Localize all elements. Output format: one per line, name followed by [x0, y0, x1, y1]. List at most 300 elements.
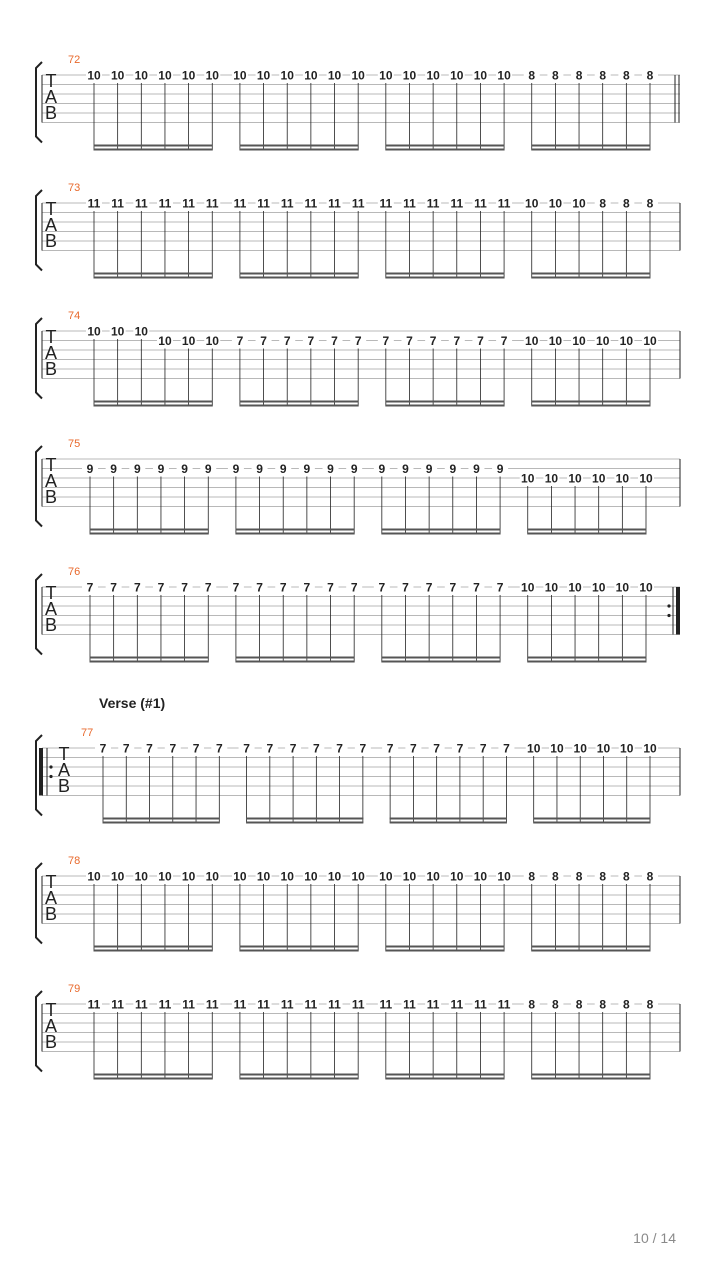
fret-number: 10 — [351, 68, 365, 83]
fret-number: 10 — [639, 471, 653, 486]
tab-clef-letter-t: T — [45, 327, 57, 347]
fret-number: 8 — [623, 68, 630, 83]
tab-clef-letter-t: T — [45, 455, 57, 475]
fret-number: 10 — [158, 334, 172, 348]
beam-primary — [385, 273, 504, 275]
fret-number: 11 — [257, 997, 270, 1012]
fret-number: 11 — [280, 196, 294, 211]
fret-number: 8 — [575, 869, 583, 884]
fret-number: 11 — [233, 997, 247, 1012]
fret-number: 7 — [313, 741, 320, 756]
fret-number: 10 — [256, 68, 271, 83]
fret-number: 8 — [623, 196, 630, 211]
fret-number: 7 — [453, 334, 461, 348]
measure-number: 78 — [68, 855, 81, 867]
beam-secondary — [385, 277, 504, 279]
fret-number: 10 — [205, 334, 219, 348]
fret-number: 10 — [402, 869, 417, 884]
fret-number: 11 — [403, 997, 416, 1012]
system-bracket — [36, 190, 42, 271]
tab-clef-letter-t: T — [45, 199, 57, 219]
measure-number: 72 — [68, 54, 81, 66]
fret-number: 10 — [280, 869, 294, 884]
tab-clef-letter-t: T — [45, 583, 57, 603]
fret-number: 10 — [639, 580, 653, 595]
fret-number: 10 — [525, 196, 539, 211]
tab-clef-letter-b: B — [44, 1032, 58, 1052]
fret-number: 10 — [596, 741, 611, 756]
fret-number: 10 — [548, 196, 563, 211]
system-bracket — [36, 446, 42, 527]
fret-number: 10 — [379, 68, 393, 83]
fret-number: 10 — [158, 68, 172, 83]
fret-number: 7 — [477, 334, 484, 348]
fret-number: 8 — [528, 68, 536, 83]
fret-number: 10 — [572, 196, 586, 211]
fret-number: 7 — [433, 741, 440, 756]
fret-number: 11 — [158, 196, 172, 211]
fret-number: 10 — [521, 471, 535, 486]
fret-number: 11 — [351, 196, 365, 211]
fret-number: 11 — [134, 196, 148, 211]
beam-primary — [239, 1074, 358, 1076]
beam-secondary — [246, 822, 363, 824]
tab-clef-letter-b: B — [44, 231, 58, 251]
fret-number: 9 — [232, 462, 240, 476]
fret-number: 11 — [497, 997, 511, 1012]
fret-number: 7 — [386, 741, 394, 756]
repeat-dot — [667, 604, 670, 607]
fret-number: 11 — [233, 196, 247, 211]
measure-number: 74 — [68, 310, 81, 322]
fret-number: 8 — [552, 68, 559, 83]
fret-number: 8 — [623, 997, 630, 1012]
fret-number: 10 — [110, 869, 125, 884]
fret-number: 10 — [327, 869, 342, 884]
tab-clef-letter-b: B — [44, 487, 58, 507]
beam-primary — [103, 818, 220, 820]
section-label: Verse (#1) — [99, 695, 166, 711]
beam-primary — [94, 1074, 213, 1076]
beam-secondary — [94, 1078, 213, 1080]
fret-number: 7 — [402, 580, 409, 595]
fret-number: 7 — [215, 741, 223, 756]
tab-clef-letter-b: B — [44, 359, 58, 379]
fret-number: 9 — [327, 462, 334, 476]
fret-number: 7 — [336, 741, 343, 756]
beam-secondary — [531, 277, 650, 279]
beam-secondary — [235, 661, 354, 663]
fret-number: 7 — [473, 580, 480, 595]
fret-number: 10 — [573, 741, 587, 756]
fret-number: 10 — [181, 869, 196, 884]
beam-primary — [90, 529, 209, 531]
beam-primary — [385, 401, 504, 403]
beam-primary — [239, 401, 358, 403]
system-bracket — [36, 318, 42, 399]
beam-secondary — [385, 405, 504, 407]
fret-number: 8 — [552, 869, 559, 884]
beam-secondary — [385, 149, 504, 151]
beam-secondary — [531, 405, 650, 407]
beam-secondary — [103, 822, 220, 824]
fret-number: 8 — [646, 997, 654, 1012]
fret-number: 8 — [646, 869, 654, 884]
fret-number: 11 — [379, 196, 393, 211]
beam-primary — [531, 273, 650, 275]
fret-number: 11 — [351, 997, 365, 1012]
fret-number: 7 — [378, 580, 386, 595]
fret-number: 11 — [474, 196, 487, 211]
tab-clef-letter-t: T — [58, 744, 70, 764]
fret-number: 7 — [449, 580, 457, 595]
fret-number: 10 — [525, 334, 539, 348]
fret-number: 11 — [304, 196, 318, 211]
fret-number: 9 — [204, 462, 212, 476]
fret-number: 10 — [426, 68, 440, 83]
fret-number: 11 — [379, 997, 393, 1012]
beam-primary — [235, 657, 354, 659]
fret-number: 7 — [479, 741, 487, 756]
fret-number: 7 — [236, 334, 244, 348]
tab-clef-letter-b: B — [44, 615, 58, 635]
fret-number: 11 — [134, 997, 148, 1012]
fret-number: 9 — [425, 462, 433, 476]
fret-number: 11 — [111, 196, 124, 211]
fret-number: 7 — [500, 334, 508, 348]
beam-secondary — [94, 149, 213, 151]
beam-primary — [94, 145, 213, 147]
fret-number: 7 — [354, 334, 362, 348]
fret-number: 7 — [406, 334, 413, 348]
fret-number: 10 — [527, 741, 541, 756]
fret-number: 10 — [205, 869, 219, 884]
system-bracket — [36, 863, 42, 944]
fret-number: 10 — [87, 324, 101, 339]
fret-number: 10 — [379, 869, 393, 884]
fret-number: 11 — [87, 196, 101, 211]
beam-primary — [533, 818, 650, 820]
fret-number: 11 — [182, 196, 195, 211]
beam-primary — [94, 401, 213, 403]
tab-clef-letter-a: A — [44, 599, 58, 619]
fret-number: 7 — [260, 334, 267, 348]
fret-number: 9 — [473, 462, 480, 476]
fret-number: 8 — [575, 997, 583, 1012]
fret-number: 10 — [304, 68, 318, 83]
measure-number: 76 — [68, 566, 81, 578]
fret-number: 9 — [279, 462, 287, 476]
fret-number: 11 — [426, 196, 440, 211]
beam-secondary — [531, 1078, 650, 1080]
fret-number: 10 — [87, 869, 101, 884]
fret-number: 10 — [544, 580, 559, 595]
fret-number: 7 — [192, 741, 200, 756]
fret-number: 10 — [205, 68, 219, 83]
beam-secondary — [239, 950, 358, 952]
fret-number: 7 — [283, 334, 291, 348]
fret-number: 10 — [280, 68, 294, 83]
fret-number: 11 — [474, 997, 487, 1012]
fret-number: 11 — [87, 997, 101, 1012]
fret-number: 7 — [331, 334, 338, 348]
fret-number: 10 — [110, 68, 125, 83]
fret-number: 7 — [289, 741, 297, 756]
fret-number: 8 — [646, 68, 654, 83]
tab-clef-letter-a: A — [44, 215, 58, 235]
fret-number: 9 — [181, 462, 188, 476]
page-number: 10 / 14 — [633, 1230, 676, 1246]
beam-secondary — [531, 149, 650, 151]
beam-secondary — [239, 1078, 358, 1080]
fret-number: 11 — [426, 997, 440, 1012]
fret-number: 10 — [181, 68, 196, 83]
beam-primary — [94, 273, 213, 275]
fret-number: 7 — [382, 334, 390, 348]
fret-number: 10 — [643, 741, 657, 756]
fret-number: 9 — [449, 462, 457, 476]
beam-primary — [390, 818, 507, 820]
tab-clef-letter-b: B — [44, 904, 58, 924]
measure-number: 79 — [68, 983, 81, 995]
fret-number: 8 — [528, 997, 536, 1012]
beam-secondary — [390, 822, 507, 824]
fret-number: 9 — [86, 462, 94, 476]
tab-clef-letter-t: T — [45, 1000, 57, 1020]
beam-secondary — [235, 533, 354, 535]
tab-clef-letter-t: T — [45, 71, 57, 91]
fret-number: 10 — [497, 869, 511, 884]
fret-number: 10 — [643, 334, 657, 348]
fret-number: 9 — [256, 462, 263, 476]
beam-secondary — [239, 277, 358, 279]
fret-number: 10 — [233, 68, 247, 83]
fret-number: 7 — [146, 741, 153, 756]
beam-primary — [527, 529, 646, 531]
repeat-dot — [49, 765, 52, 768]
fret-number: 10 — [233, 869, 247, 884]
fret-number: 11 — [257, 196, 270, 211]
repeat-dot — [49, 775, 52, 778]
beam-primary — [235, 529, 354, 531]
beam-primary — [531, 401, 650, 403]
beam-primary — [239, 145, 358, 147]
fret-number: 11 — [328, 196, 341, 211]
beam-primary — [531, 145, 650, 147]
fret-number: 9 — [402, 462, 409, 476]
beam-primary — [246, 818, 363, 820]
measure-number: 73 — [68, 182, 81, 194]
fret-number: 8 — [575, 68, 583, 83]
fret-number: 7 — [503, 741, 510, 756]
fret-number: 7 — [256, 580, 263, 595]
fret-number: 8 — [599, 68, 607, 83]
beam-primary — [94, 946, 213, 948]
fret-number: 10 — [304, 869, 318, 884]
fret-number: 11 — [450, 196, 464, 211]
fret-number: 10 — [473, 68, 488, 83]
tab-clef-letter-a: A — [44, 888, 58, 908]
fret-number: 11 — [328, 997, 341, 1012]
fret-number: 7 — [307, 334, 315, 348]
fret-number: 7 — [157, 580, 165, 595]
repeat-end-thick-barline — [676, 587, 680, 635]
fret-number: 11 — [182, 997, 195, 1012]
tab-clef-letter-a: A — [44, 1016, 58, 1036]
fret-number: 7 — [169, 741, 177, 756]
measure-number: 75 — [68, 438, 81, 450]
fret-number: 8 — [599, 196, 607, 211]
fret-number: 8 — [599, 869, 607, 884]
fret-number: 10 — [134, 68, 148, 83]
fret-number: 11 — [403, 196, 416, 211]
system-bracket — [36, 574, 42, 655]
fret-number: 10 — [134, 324, 148, 339]
fret-number: 7 — [86, 580, 94, 595]
fret-number: 11 — [205, 196, 219, 211]
beam-secondary — [381, 661, 500, 663]
fret-number: 10 — [568, 580, 582, 595]
fret-number: 7 — [243, 741, 250, 756]
fret-number: 10 — [110, 324, 125, 339]
beam-secondary — [385, 1078, 504, 1080]
beam-primary — [385, 145, 504, 147]
fret-number: 10 — [87, 68, 101, 83]
beam-secondary — [94, 405, 213, 407]
beam-primary — [385, 1074, 504, 1076]
fret-number: 8 — [599, 997, 607, 1012]
fret-number: 7 — [279, 580, 287, 595]
fret-number: 9 — [303, 462, 311, 476]
fret-number: 8 — [528, 869, 536, 884]
beam-primary — [381, 529, 500, 531]
beam-primary — [381, 657, 500, 659]
fret-number: 11 — [304, 997, 318, 1012]
fret-number: 7 — [359, 741, 367, 756]
fret-number: 7 — [266, 741, 274, 756]
tab-clef-letter-a: A — [44, 87, 58, 107]
fret-number: 10 — [596, 334, 610, 348]
fret-number: 11 — [205, 997, 219, 1012]
fret-number: 10 — [619, 334, 634, 348]
fret-number: 7 — [99, 741, 107, 756]
beam-secondary — [531, 950, 650, 952]
fret-number: 9 — [110, 462, 117, 476]
fret-number: 10 — [615, 471, 630, 486]
fret-number: 10 — [327, 68, 342, 83]
fret-number: 10 — [615, 580, 630, 595]
fret-number: 10 — [450, 869, 464, 884]
fret-number: 10 — [134, 869, 148, 884]
fret-number: 9 — [496, 462, 504, 476]
beam-primary — [90, 657, 209, 659]
tab-clef-letter-t: T — [45, 872, 57, 892]
fret-number: 7 — [232, 580, 240, 595]
fret-number: 10 — [548, 334, 563, 348]
fret-number: 10 — [568, 471, 582, 486]
fret-number: 10 — [592, 471, 606, 486]
beam-primary — [239, 273, 358, 275]
fret-number: 10 — [497, 68, 511, 83]
beam-secondary — [94, 950, 213, 952]
fret-number: 7 — [425, 580, 433, 595]
fret-number: 8 — [552, 997, 559, 1012]
system-bracket — [36, 62, 42, 143]
beam-primary — [527, 657, 646, 659]
fret-number: 7 — [327, 580, 334, 595]
fret-number: 10 — [620, 741, 634, 756]
tab-clef-letter-b: B — [44, 103, 58, 123]
fret-number: 7 — [303, 580, 311, 595]
beam-secondary — [533, 822, 650, 824]
fret-number: 10 — [521, 580, 535, 595]
beam-secondary — [527, 661, 646, 663]
fret-number: 11 — [158, 997, 172, 1012]
fret-number: 10 — [402, 68, 417, 83]
fret-number: 11 — [497, 196, 511, 211]
fret-number: 10 — [572, 334, 586, 348]
fret-number: 10 — [550, 741, 564, 756]
measure-number: 77 — [81, 727, 94, 739]
tab-clef-letter-a: A — [57, 760, 71, 780]
fret-number: 10 — [450, 68, 464, 83]
fret-number: 7 — [429, 334, 437, 348]
beam-secondary — [239, 405, 358, 407]
beam-secondary — [527, 533, 646, 535]
fret-number: 10 — [256, 869, 271, 884]
fret-number: 11 — [450, 997, 464, 1012]
beam-primary — [531, 1074, 650, 1076]
tab-clef-letter-a: A — [44, 343, 58, 363]
repeat-start-thick-barline — [39, 748, 43, 796]
fret-number: 10 — [473, 869, 488, 884]
beam-secondary — [385, 950, 504, 952]
fret-number: 10 — [351, 869, 365, 884]
tab-clef-letter-a: A — [44, 471, 58, 491]
fret-number: 7 — [110, 580, 117, 595]
fret-number: 9 — [157, 462, 165, 476]
fret-number: 11 — [111, 997, 124, 1012]
beam-secondary — [94, 277, 213, 279]
fret-number: 7 — [496, 580, 504, 595]
beam-secondary — [239, 149, 358, 151]
fret-number: 7 — [410, 741, 417, 756]
fret-number: 7 — [133, 580, 141, 595]
beam-secondary — [381, 533, 500, 535]
beam-secondary — [90, 533, 209, 535]
fret-number: 8 — [623, 869, 630, 884]
system-bracket — [36, 991, 42, 1072]
fret-number: 10 — [181, 334, 196, 348]
fret-number: 9 — [378, 462, 386, 476]
fret-number: 9 — [133, 462, 141, 476]
fret-number: 10 — [426, 869, 440, 884]
repeat-dot — [667, 614, 670, 617]
beam-primary — [531, 946, 650, 948]
fret-number: 7 — [204, 580, 212, 595]
fret-number: 7 — [181, 580, 188, 595]
fret-number: 7 — [350, 580, 358, 595]
fret-number: 10 — [592, 580, 606, 595]
beam-primary — [239, 946, 358, 948]
beam-secondary — [90, 661, 209, 663]
fret-number: 11 — [280, 997, 294, 1012]
fret-number: 10 — [544, 471, 559, 486]
fret-number: 9 — [350, 462, 358, 476]
fret-number: 8 — [646, 196, 654, 211]
fret-number: 7 — [122, 741, 130, 756]
fret-number: 7 — [456, 741, 464, 756]
